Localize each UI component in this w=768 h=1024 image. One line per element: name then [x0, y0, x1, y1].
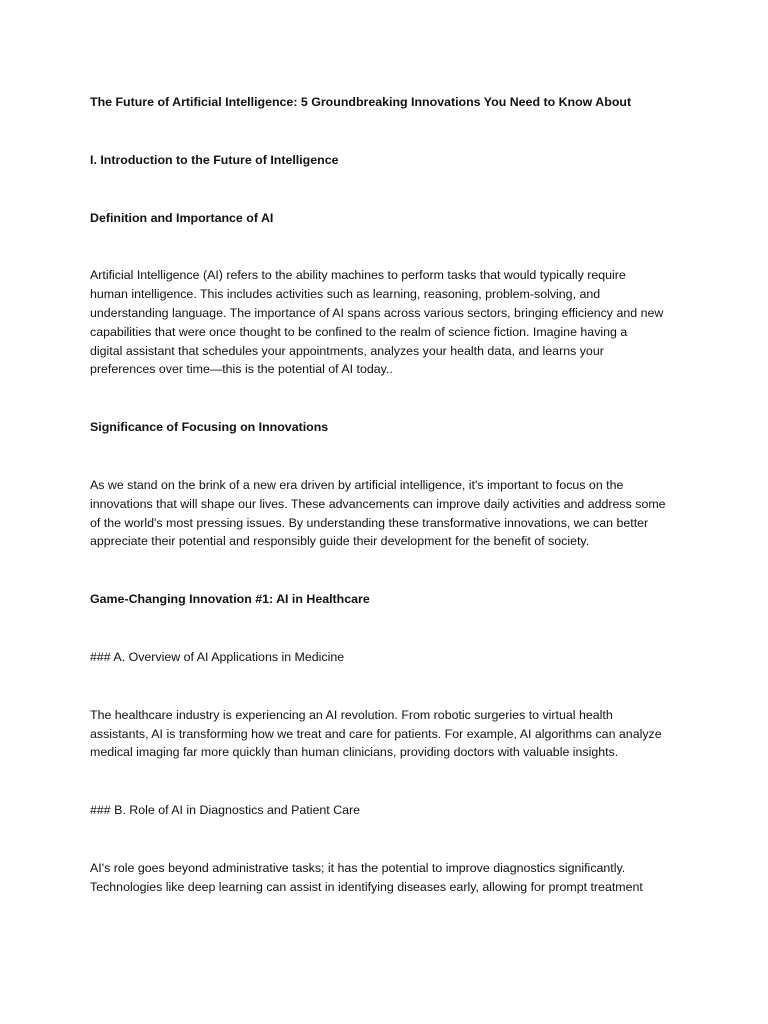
- document-content: [90, 93, 680, 897]
- subsection-b-line-1: AI's role goes beyond administrative tasks; it has the potential to improve diagnostics significantly.: [90, 860, 626, 875]
- innovation-1-heading: Game-Changing Innovation #1: AI in Healthcare: [90, 592, 370, 607]
- subsection-a-line-1: The healthcare industry is experiencing an AI revolution. From robotic surgeries to virtual health: [90, 707, 613, 722]
- definition-line-2: human intelligence. This includes activities such as learning, reasoning, problem-solving, and: [90, 287, 601, 302]
- significance-line-1: As we stand on the brink of a new era driven by artificial intelligence, it's important to focus on the: [90, 477, 624, 492]
- definition-heading: Definition and Importance of AI: [90, 210, 274, 225]
- subsection-a-line-3: medical imaging far more quickly than human clinicians, providing doctors with valuable insights.: [90, 745, 619, 760]
- subsection-b-paragraph: [90, 859, 680, 897]
- subsection-a-heading: ### A. Overview of AI Applications in Medicine: [90, 649, 345, 664]
- definition-paragraph: [90, 266, 680, 379]
- significance-line-3: of the world's most pressing issues. By understanding these transformative innovations, we can better: [90, 515, 649, 530]
- definition-line-1: Artificial Intelligence (AI) refers to the ability machines to perform tasks that would typically require: [90, 268, 626, 283]
- subsection-b-line-2: Technologies like deep learning can assist in identifying diseases early, allowing for prompt treatment: [90, 879, 643, 894]
- definition-line-3: understanding language. The importance of AI spans across various sectors, bringing efficiency and new: [90, 305, 664, 320]
- subsection-a-paragraph: [90, 706, 680, 762]
- significance-line-4: appreciate their potential and responsibly guide their development for the benefit of society.: [90, 534, 590, 549]
- document-title: The Future of Artificial Intelligence: 5 Groundbreaking Innovations You Need to Know About: [90, 95, 632, 109]
- definition-line-6: preferences over time—this is the potential of AI today..: [90, 362, 393, 377]
- significance-heading: Significance of Focusing on Innovations: [90, 420, 329, 435]
- subsection-b-heading: ### B. Role of AI in Diagnostics and Patient Care: [90, 803, 360, 818]
- definition-line-5: digital assistant that schedules your appointments, analyzes your health data, and learns your: [90, 343, 604, 358]
- definition-line-4: capabilities that were once thought to be confined to the realm of science fiction. Imagine having a: [90, 324, 628, 339]
- significance-line-2: innovations that will shape our lives. These advancements can improve daily activities and address some: [90, 496, 666, 511]
- section-intro-heading: I. Introduction to the Future of Intelligence: [90, 152, 339, 167]
- subsection-a-line-2: assistants, AI is transforming how we treat and care for patients. For example, AI algorithms can analyze: [90, 726, 662, 741]
- significance-paragraph: [90, 476, 680, 551]
